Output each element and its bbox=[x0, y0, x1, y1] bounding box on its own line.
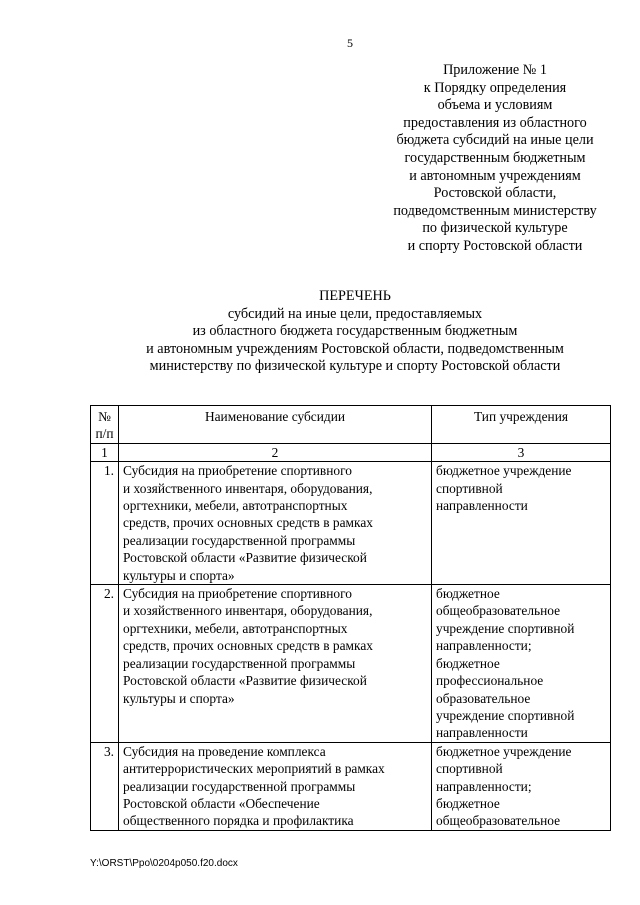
appendix-line: и автономным учреждениям bbox=[409, 167, 581, 184]
institution-type-cell bbox=[432, 462, 611, 585]
institution-type-line: общеобразовательное bbox=[436, 603, 561, 619]
institution-type-line: бюджетное bbox=[436, 655, 500, 671]
subsidy-name-line: антитеррористических мероприятий в рамках bbox=[123, 761, 385, 777]
subtitle-line: и автономным учреждениям Ростовской области, подведомственным bbox=[146, 340, 564, 357]
subsidy-name-line: средств, прочих основных средств в рамках bbox=[123, 638, 373, 654]
appendix-line: по физической культуре bbox=[422, 220, 568, 237]
institution-type-line: спортивной bbox=[436, 761, 503, 777]
appendix-line: к Порядку определения bbox=[423, 79, 567, 96]
appendix-line: подведомственным министерству bbox=[393, 202, 597, 219]
header-institution-type: Тип учреждения bbox=[432, 406, 611, 444]
header-number: № п/п bbox=[91, 406, 119, 444]
institution-type-line: направленности; bbox=[436, 778, 532, 794]
table-row bbox=[91, 585, 611, 743]
subsidy-name-line: Ростовской области «Обеспечение bbox=[123, 795, 320, 811]
list-title: ПЕРЕЧЕНЬ bbox=[319, 288, 391, 304]
subsidy-name-line: оргтехники, мебели, автотранспортных bbox=[123, 498, 348, 514]
subsidy-name-line: общественного порядка и профилактика bbox=[123, 813, 354, 829]
subsidy-name-line: реализации государственной программы bbox=[123, 778, 356, 794]
subsidy-name-line: культуры и спорта» bbox=[123, 567, 235, 583]
table-row bbox=[91, 742, 611, 830]
institution-type-line: направленности bbox=[436, 725, 528, 741]
table-header-row bbox=[91, 406, 611, 444]
institution-type-line: направленности; bbox=[436, 638, 532, 654]
institution-type-line: бюджетное учреждение bbox=[436, 743, 572, 759]
row-number: 3. bbox=[91, 742, 119, 830]
subsidy-name-line: культуры и спорта» bbox=[123, 690, 235, 706]
appendix-line: Приложение № 1 bbox=[443, 62, 547, 78]
subsidy-name-line: средств, прочих основных средств в рамках bbox=[123, 515, 373, 531]
subsidy-name-line: Субсидия на проведение комплекса bbox=[123, 743, 326, 759]
subsidy-name-line: Субсидия на приобретение спортивного bbox=[123, 586, 352, 602]
subsidy-name-line: оргтехники, мебели, автотранспортных bbox=[123, 620, 348, 636]
subsidy-name-line: Субсидия на приобретение спортивного bbox=[123, 463, 352, 479]
appendix-line: объема и условиям bbox=[437, 97, 553, 114]
institution-type-line: образовательное bbox=[436, 690, 531, 706]
column-numbering-row bbox=[91, 443, 611, 461]
appendix-line: Ростовской области, bbox=[433, 185, 557, 202]
subsidy-name-line: Ростовской области «Развитие физической bbox=[123, 673, 367, 689]
appendix-line: государственным бюджетным bbox=[404, 149, 586, 166]
institution-type-cell bbox=[432, 585, 611, 743]
column-number-2: 2 bbox=[119, 443, 432, 461]
institution-type-line: общеобразовательное bbox=[436, 813, 561, 829]
header-subsidy-name: Наименование субсидии bbox=[119, 406, 432, 444]
institution-type-line: направленности bbox=[436, 498, 528, 514]
subtitle-line: субсидий на иные цели, предоставляемых bbox=[227, 305, 483, 322]
institution-type-line: бюджетное учреждение bbox=[436, 463, 572, 479]
file-path-footer: Y:\ORST\Ppo\0204p050.f20.docx bbox=[90, 858, 238, 869]
subsidy-name-line: и хозяйственного инвентаря, оборудования, bbox=[123, 603, 373, 619]
institution-type-line: бюджетное bbox=[436, 586, 500, 602]
institution-type-line: спортивной bbox=[436, 480, 503, 496]
subtitle-line: из областного бюджета государственным бюджетным bbox=[192, 323, 518, 340]
subsidy-name-line: реализации государственной программы bbox=[123, 532, 356, 548]
appendix-header bbox=[365, 62, 625, 256]
list-subtitle bbox=[90, 306, 620, 376]
institution-type-cell bbox=[432, 742, 611, 830]
institution-type-line: бюджетное bbox=[436, 795, 500, 811]
list-title-block bbox=[90, 288, 620, 376]
subsidy-name-cell bbox=[119, 742, 432, 830]
appendix-line: и спорту Ростовской области bbox=[407, 237, 583, 254]
page-number: 5 bbox=[347, 36, 353, 50]
column-number-1: 1 bbox=[91, 443, 119, 461]
institution-type-line: учреждение спортивной bbox=[436, 620, 575, 636]
subsidy-name-cell bbox=[119, 585, 432, 743]
row-number: 1. bbox=[91, 462, 119, 585]
subsidy-name-line: и хозяйственного инвентаря, оборудования, bbox=[123, 480, 373, 496]
subsidy-name-cell bbox=[119, 462, 432, 585]
subsidy-name-line: реализации государственной программы bbox=[123, 655, 356, 671]
table-row bbox=[91, 462, 611, 585]
row-number: 2. bbox=[91, 585, 119, 743]
appendix-line: предоставления из областного bbox=[403, 114, 587, 131]
subsidy-name-line: Ростовской области «Развитие физической bbox=[123, 550, 367, 566]
institution-type-line: учреждение спортивной bbox=[436, 707, 575, 723]
column-number-3: 3 bbox=[432, 443, 611, 461]
appendix-line: бюджета субсидий на иные цели bbox=[396, 132, 594, 149]
subsidies-table bbox=[90, 405, 611, 831]
institution-type-line: профессиональное bbox=[436, 673, 544, 689]
subtitle-line: министерству по физической культуре и спорту Ростовской области bbox=[149, 358, 561, 375]
